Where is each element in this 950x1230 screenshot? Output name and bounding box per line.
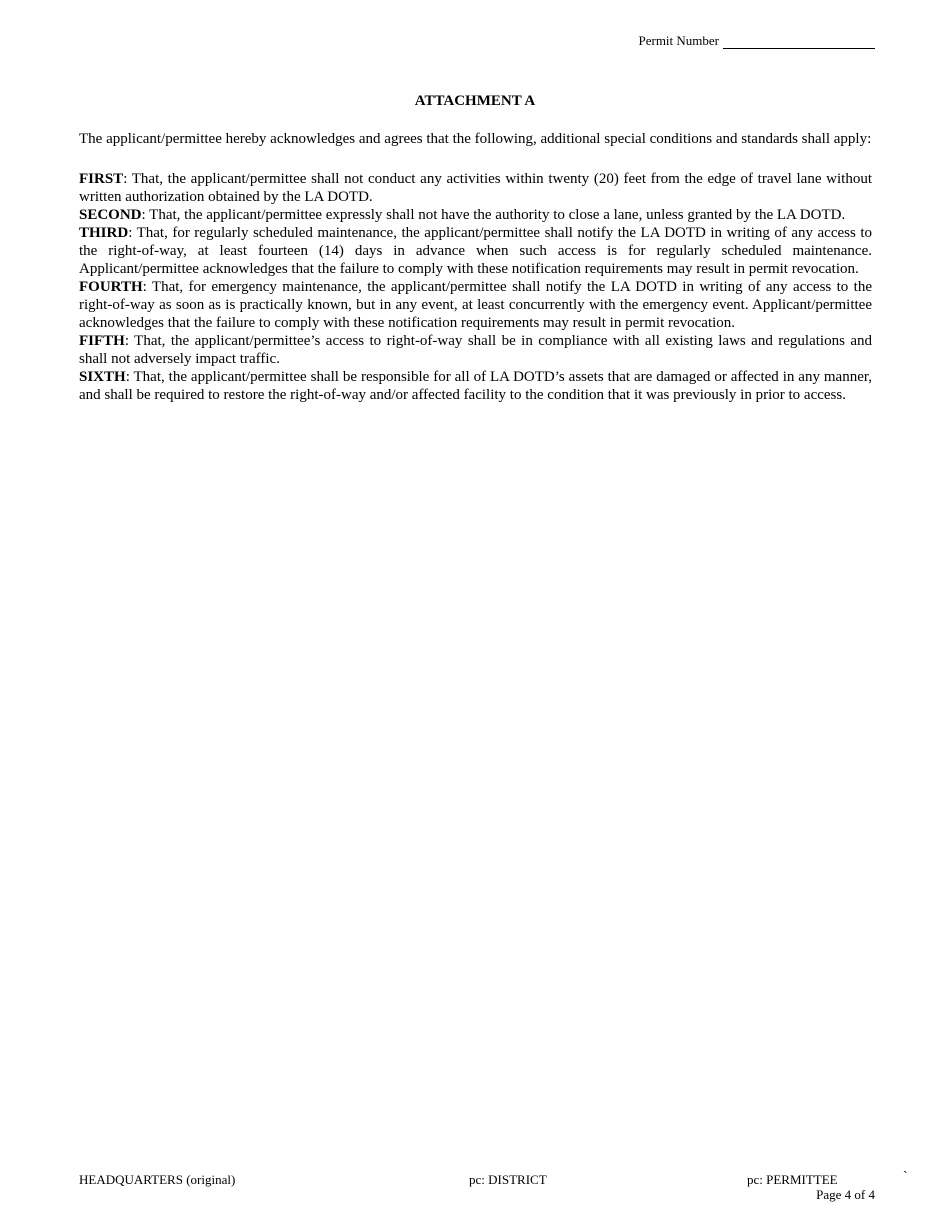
permit-number-blank-line xyxy=(723,34,875,49)
condition-fifth xyxy=(79,332,872,368)
intro-paragraph: The applicant/permittee hereby acknowledges and agrees that the following, additional special conditions and standards shall apply: xyxy=(79,131,872,147)
condition-text: : That, the applicant/permittee shall be responsible for all of LA DOTD’s assets that are damaged or affected in any manner, and shall be required to restore the right-of-way and/or affected facility to the condition that it was previously in prior to access. xyxy=(79,369,872,403)
document-title: ATTACHMENT A xyxy=(414,93,536,109)
condition-first xyxy=(79,170,872,206)
condition-label: FIFTH xyxy=(79,333,125,349)
condition-label: FIRST xyxy=(79,171,124,187)
page-number: Page 4 of 4 xyxy=(816,1187,875,1202)
condition-second xyxy=(79,206,872,224)
footer-district: pc: DISTRICT xyxy=(469,1172,547,1187)
condition-label: SIXTH xyxy=(79,369,126,385)
condition-text: : That, the applicant/permittee shall not conduct any activities within twenty (20) feet from the edge of travel lane without written authorization obtained by the LA DOTD. xyxy=(79,171,872,205)
condition-label: THIRD xyxy=(79,225,129,241)
condition-text: : That, for emergency maintenance, the applicant/permittee shall notify the LA DOTD in writing of any access to the right-of-way as soon as is practically known, but in any event, at least concurrently with the emergency event. Applicant/permittee acknowledges that the failure to comply with these notification requirements may result in permit revocation. xyxy=(79,279,872,331)
permit-number-field xyxy=(638,33,875,49)
condition-label: SECOND xyxy=(79,207,142,223)
condition-fourth xyxy=(79,278,872,332)
condition-sixth xyxy=(79,368,872,404)
footer-permittee: pc: PERMITTEE xyxy=(747,1172,838,1187)
condition-third xyxy=(79,224,872,278)
permit-number-label: Permit Number xyxy=(638,33,719,48)
condition-label: FOURTH xyxy=(79,279,143,295)
footer-headquarters: HEADQUARTERS (original) xyxy=(79,1172,236,1187)
condition-text: : That, the applicant/permittee expressly shall not have the authority to close a lane, unless granted by the LA DOTD. xyxy=(141,207,846,223)
footer-mark: ` xyxy=(903,1168,908,1183)
document-body xyxy=(79,130,872,404)
condition-text: : That, for regularly scheduled maintenance, the applicant/permittee shall notify the LA DOTD in writing of any access to the right-of-way, at least fourteen (14) days in advance when such access is for regularly scheduled maintenance. Applicant/permittee acknowledges that the failure to comply with these notification requirements may result in permit revocation. xyxy=(79,225,872,277)
condition-text: : That, the applicant/permittee’s access to right-of-way shall be in compliance with all existing laws and regulations and shall not adversely impact traffic. xyxy=(79,333,872,367)
